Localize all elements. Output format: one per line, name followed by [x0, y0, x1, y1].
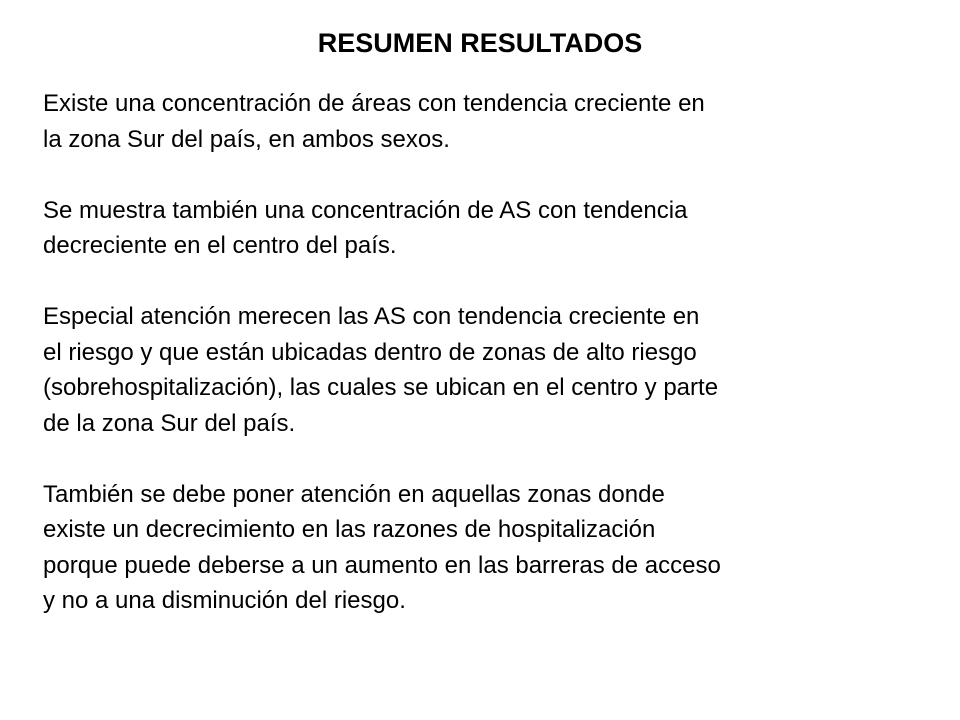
paragraph-4: [43, 477, 948, 619]
paragraph-line: existe un decrecimiento en las razones de hospitalización: [43, 516, 656, 543]
paragraph-3: [43, 299, 948, 441]
paragraph-line: de la zona Sur del país.: [43, 409, 296, 437]
paragraph-line: Existe una concentración de áreas con tendencia creciente en: [43, 90, 705, 117]
paragraph-line: (sobrehospitalización), las cuales se ubican en el centro y parte: [43, 374, 719, 401]
paragraph-line: decreciente en el centro del país.: [43, 232, 397, 259]
paragraph-line: También se debe poner atención en aquellas zonas donde: [43, 480, 665, 508]
paragraph-2: [43, 193, 948, 264]
paragraph-line: la zona Sur del país, en ambos sexos.: [43, 125, 450, 153]
slide-body: [43, 86, 948, 619]
paragraph-line: porque puede deberse a un aumento en las barreras de acceso: [43, 551, 721, 579]
paragraph-line: Se muestra también una concentración de AS con tendencia: [43, 196, 688, 224]
slide-title: RESUMEN RESULTADOS: [317, 28, 643, 58]
paragraph-1: [43, 86, 948, 157]
paragraph-line: y no a una disminución del riesgo.: [43, 587, 406, 614]
paragraph-line: el riesgo y que están ubicadas dentro de zonas de alto riesgo: [43, 338, 697, 366]
paragraph-line: Especial atención merecen las AS con tendencia creciente en: [43, 303, 700, 330]
